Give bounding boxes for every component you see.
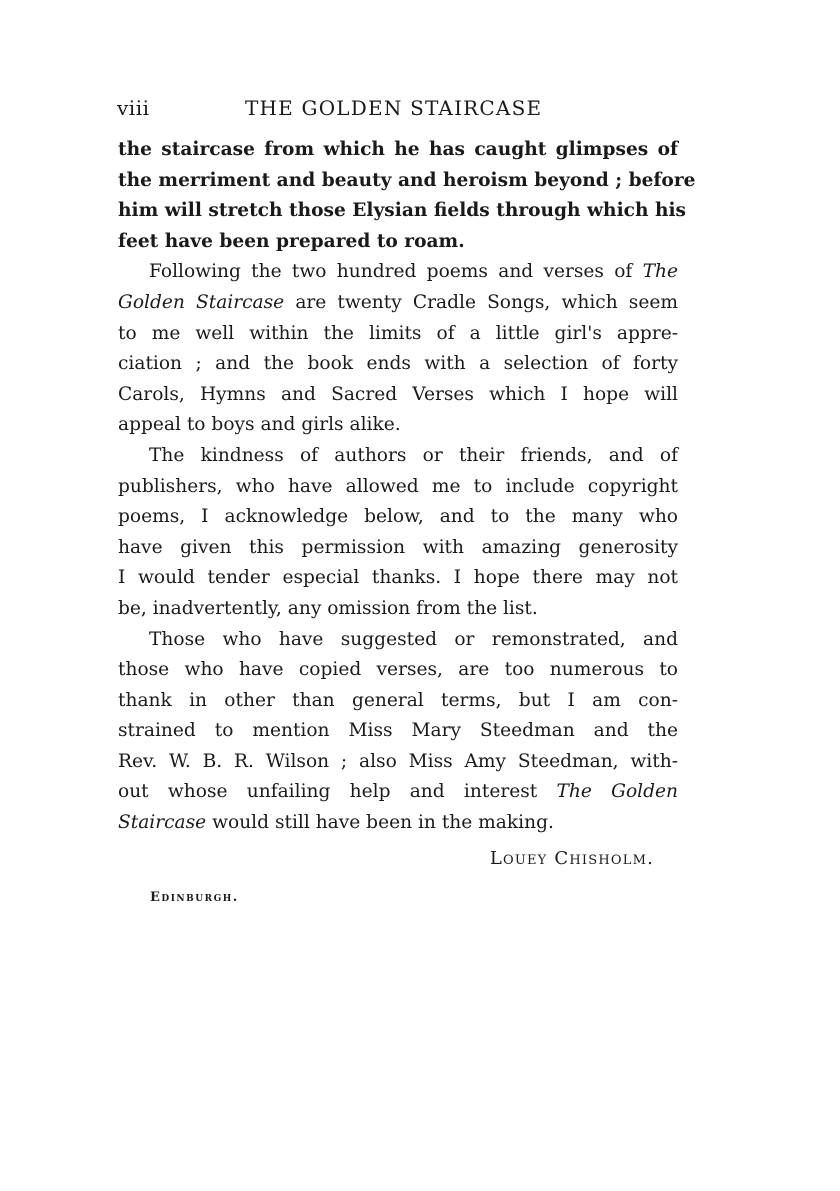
text-line: Rev. W. B. R. Wilson ; also Miss Amy Steedman, with- (118, 750, 678, 772)
body-text (118, 135, 696, 839)
text-line: poems, I acknowledge below, and to the many who (118, 506, 678, 528)
book-title-italic: The (642, 261, 678, 283)
book-title-italic: The Golden (556, 781, 679, 803)
text-line: have given this permission with amazing generosity (118, 536, 678, 558)
author-signature: Louey Chisholm. (489, 848, 654, 869)
text-line: ciation ; and the book ends with a selection of forty (118, 353, 678, 375)
book-title-italic: Golden Staircase (118, 291, 285, 313)
text-line: feet have been prepared to roam. (118, 230, 465, 252)
text-line: him will stretch those Elysian fields through which his (118, 200, 686, 222)
text-line: Staircase would still have been in the making. (118, 812, 554, 834)
text-line: out whose unfailing help and interest The Golden (118, 781, 679, 803)
text-line: those who have copied verses, are too numerous to (118, 659, 678, 681)
text-line: thank in other than general terms, but I am con- (118, 689, 678, 711)
book-title-italic: Staircase (118, 812, 207, 834)
text-line: Those who have suggested or remonstrated, and (149, 628, 678, 650)
page-number: viii (117, 96, 150, 120)
text-line: strained to mention Miss Mary Steedman and the (118, 720, 678, 742)
text-line: the merriment and beauty and heroism beyond ; before (118, 169, 696, 191)
text-line: the staircase from which he has caught glimpses of (118, 139, 678, 160)
place-line: Edinburgh. (150, 890, 239, 905)
running-head (117, 96, 683, 126)
text-line: I would tender especial thanks. I hope there may not (118, 567, 678, 589)
text-line: be, inadvertently, any omission from the list. (118, 597, 538, 619)
text-line: The kindness of authors or their friends, and of (149, 444, 678, 466)
running-title: THE GOLDEN STAIRCASE (245, 96, 543, 120)
text-line: Following the two hundred poems and verses of The (149, 261, 678, 283)
text-line: to me well within the limits of a little girl's appre- (118, 322, 678, 344)
text-line: Golden Staircase are twenty Cradle Songs, which seem (118, 291, 678, 313)
text-line: publishers, who have allowed me to include copyright (118, 475, 678, 497)
text-line: appeal to boys and girls alike. (118, 414, 401, 436)
text-line: Carols, Hymns and Sacred Verses which I hope will (118, 383, 678, 405)
